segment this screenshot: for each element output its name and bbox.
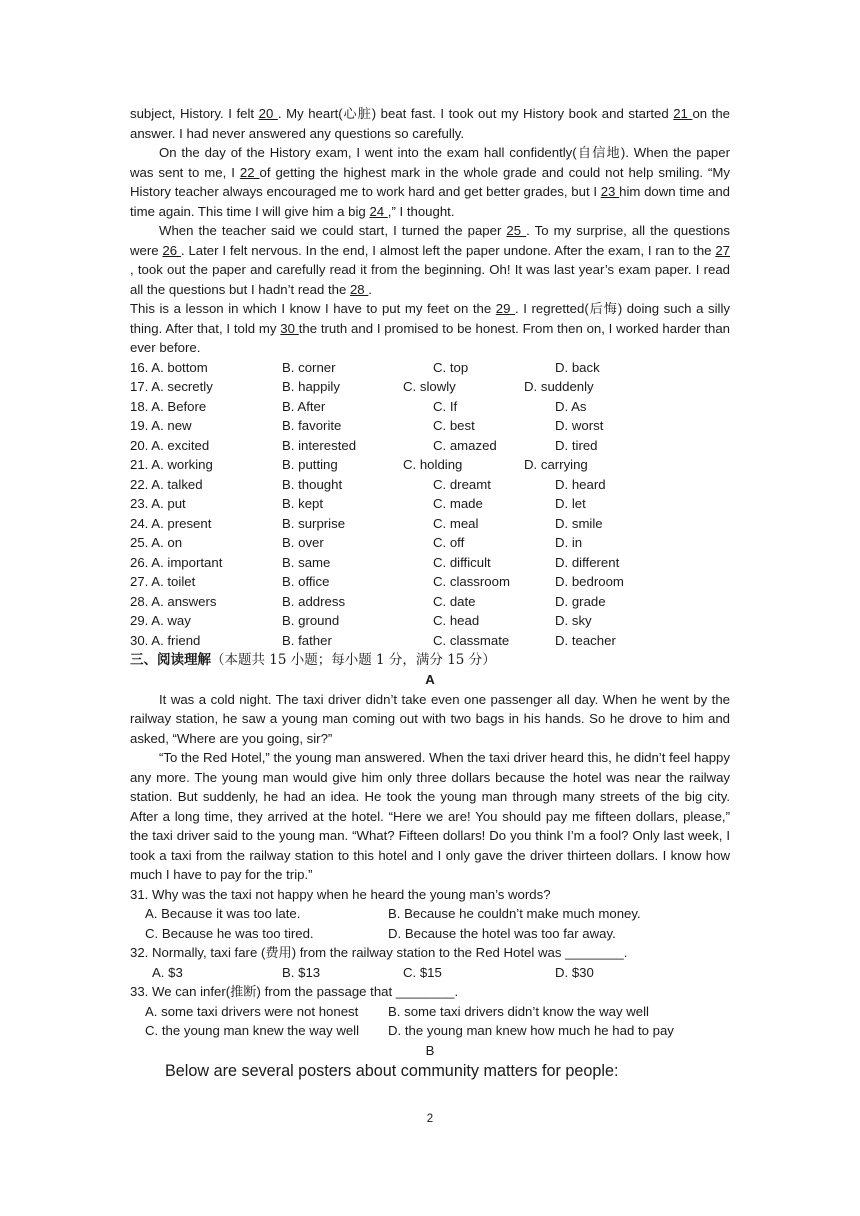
option-choice: 20. A. excited [130,437,210,453]
blank-24: 24 [369,203,388,219]
text: the truth and I promised to be honest. From then on, I worked harder than ever before. [130,320,731,355]
question-32-options [130,963,730,983]
option: B. $13 [282,964,321,980]
text: ,” I thought. [387,203,455,219]
option-choice: C. classmate [433,632,510,648]
option-choice: D. suddenly [524,379,594,394]
question-33-options-row-2 [130,1021,730,1041]
question-33: 33. We can infer(推断) from the passage that ________. [130,984,459,999]
option-row [130,494,730,514]
option-choice: 23. A. put [130,496,186,511]
option-row [130,436,730,456]
option-choice: C. made [433,496,483,511]
option-choice: D. As [555,398,587,414]
option-choice: D. bedroom [555,574,624,589]
text: When the teacher said we could start, I turned the paper [159,223,507,238]
passage-b-label: B [425,1042,435,1058]
option-choice: B. over [282,535,324,550]
text: . To my surprise, all the questions were [130,223,730,258]
text: On the day of the History exam, I went into the exam hall confidently(自信地). When the paper was sent to me, I [130,145,730,180]
option-choice: C. amazed [433,437,497,453]
blank-28: 28 [349,281,369,297]
option-row [130,533,730,553]
exam-page [130,104,730,1083]
text: subject, History. I felt [130,106,259,121]
option-choice: 28. A. answers [130,593,217,609]
passage-b-intro: Below are several posters about community matters for people: [165,1062,619,1080]
option-row [130,514,730,534]
option-choice: B. father [282,632,332,648]
option-choice: C. If [433,398,458,414]
option-row [130,377,730,397]
option-choice: C. slowly [403,379,456,394]
text: . Later I felt nervous. In the end, I almost left the paper undone. After the exam, I ran to the [180,242,716,258]
text: This is a lesson in which I know I have to put my feet on the [130,301,496,316]
option-row [130,631,730,651]
option-choice: C. difficult [433,554,491,570]
passage-a-label: A [425,672,435,687]
option-choice: C. off [433,535,465,550]
text: . [368,281,372,297]
option-choice: B. surprise [282,515,346,531]
blank-21: 21 [673,106,693,121]
option-choice: 18. A. Before [130,398,207,414]
option-choice: B. favorite [282,418,342,433]
question-33-options-row-1 [130,1002,730,1022]
cloze-paragraph-4 [130,299,730,358]
option-choice: C. meal [433,515,479,531]
option-choice: D. different [555,554,620,570]
option-choice: C. best [433,418,475,433]
option-choice: B. kept [282,496,324,511]
option: D. Because the hotel was too far away. [388,925,616,941]
option-choice: 19. A. new [130,418,192,433]
option-row [130,592,730,612]
option: C. $15 [403,964,442,980]
option-choice: 21. A. working [130,457,213,472]
option-choice: B. corner [282,359,336,375]
page-number: 2 [426,1113,434,1125]
option: C. Because he was too tired. [145,925,314,941]
option-choice: B. office [282,574,330,589]
blank-25: 25 [506,223,527,238]
section-3-title: 三、阅读理解 [130,652,211,668]
option-choice: D. smile [555,515,603,531]
option: D. the young man knew how much he had to pay [388,1023,674,1038]
blank-20: 20 [258,106,278,121]
option-choice: D. in [555,535,583,550]
section-3-heading [130,650,730,670]
option-choice: D. tired [555,437,598,453]
option-choice: C. head [433,613,480,628]
cloze-options-list [130,358,730,651]
option-choice: D. heard [555,476,606,492]
option-choice: D. carrying [524,457,588,472]
option-row [130,475,730,495]
option-choice: 16. A. bottom [130,359,208,375]
option-choice: D. worst [555,418,604,433]
option-choice: D. sky [555,613,592,628]
blank-22: 22 [239,164,260,180]
text: . I regretted(后悔) doing such a silly thing. After that, I told my [130,301,730,336]
question-31: 31. Why was the taxi not happy when he heard the young man’s words? [130,886,551,902]
option-choice: B. address [282,593,346,609]
option-choice: B. After [282,398,326,414]
text: on the answer. I had never answered any questions so carefully. [130,106,731,141]
option-choice: 25. A. on [130,535,183,550]
text: , took out the paper and carefully read it from the beginning. Oh! It was last year’s exam paper. I read all the questions but I hadn’t read the [130,262,730,297]
option: D. $30 [555,964,594,980]
option-choice: B. ground [282,613,340,628]
passage-a-paragraph-2: “To the Red Hotel,” the young man answered. When the taxi driver heard this, he didn’t feel happy any more. The young man would give him only three dollars because the hotel was near the railway station. But suddenly, he had an idea. He took the young man through many streets of the big city. After a long time, they arrived at the hotel. “Here we are! You should pay me fifteen dollars, please,” the taxi driver said to the young man. “What? Fifteen dollars! Do you think I’m a fool? Only last week, I took a taxi from the railway station to this hotel and I only gave the driver thirteen dollars. I know how much I have to pay for the trip.” [130,750,730,882]
option-choice: 27. A. toilet [130,574,196,589]
option-choice: C. top [433,359,469,375]
option-row [130,572,730,592]
option-choice: B. putting [282,457,338,472]
text: him down time and time again. This time I will give him a big [130,184,730,219]
cloze-paragraph-1 [130,104,730,143]
cloze-paragraph-3 [130,221,730,299]
option-choice: C. dreamt [433,476,491,492]
option-choice: C. holding [403,457,463,472]
option: C. the young man knew the way well [145,1023,360,1038]
option-row [130,455,730,475]
blank-29: 29 [495,301,516,316]
text: . My heart(心脏) beat fast. I took out my History book and started [277,106,674,121]
option-choice: B. happily [282,379,340,394]
option-choice: B. interested [282,437,357,453]
option-choice: D. let [555,496,586,511]
option: A. some taxi drivers were not honest [145,1003,359,1019]
blank-26: 26 [162,242,181,258]
option-row [130,358,730,378]
cloze-paragraph-2 [130,143,730,221]
option-choice: 24. A. present [130,515,212,531]
blank-30: 30 [280,320,299,336]
text: of getting the highest mark in the whole grade and could not help smiling. “My History teacher always encouraged me to work hard and get better grades, but I [130,164,731,199]
option: A. Because it was too late. [145,906,301,921]
option-choice: 29. A. way [130,613,191,628]
blank-23: 23 [600,184,620,199]
option-choice: 17. A. secretly [130,379,213,394]
option: A. $3 [152,964,183,980]
option-row [130,553,730,573]
option-choice: 26. A. important [130,554,223,570]
question-32: 32. Normally, taxi fare (费用) from the railway station to the Red Hotel was ________. [130,945,628,960]
question-31-options-row-2 [130,924,730,944]
option-choice: B. thought [282,476,343,492]
option-row [130,416,730,436]
option-choice: 22. A. talked [130,476,203,492]
option: B. Because he couldn’t make much money. [388,906,641,921]
option-row [130,397,730,417]
option-choice: D. grade [555,593,606,609]
option-choice: B. same [282,554,331,570]
option-choice: D. back [555,359,600,375]
option-choice: C. date [433,593,476,609]
option-choice: D. teacher [555,632,616,648]
option-choice: C. classroom [433,574,510,589]
option-row [130,611,730,631]
option: B. some taxi drivers didn’t know the way well [388,1003,649,1019]
blank-27: 27 [715,242,730,258]
passage-a-paragraph-1: It was a cold night. The taxi driver didn’t take even one passenger all day. When he went by the railway station, he saw a young man coming out with two bags in his hands. So he drove to him and asked, “Where are you going, sir?” [130,691,730,746]
question-31-options-row-1 [130,904,730,924]
option-choice: 30. A. friend [130,632,201,648]
section-3-note: （本题共 15 小题；每小题 1 分，满分 15 分） [211,652,496,668]
